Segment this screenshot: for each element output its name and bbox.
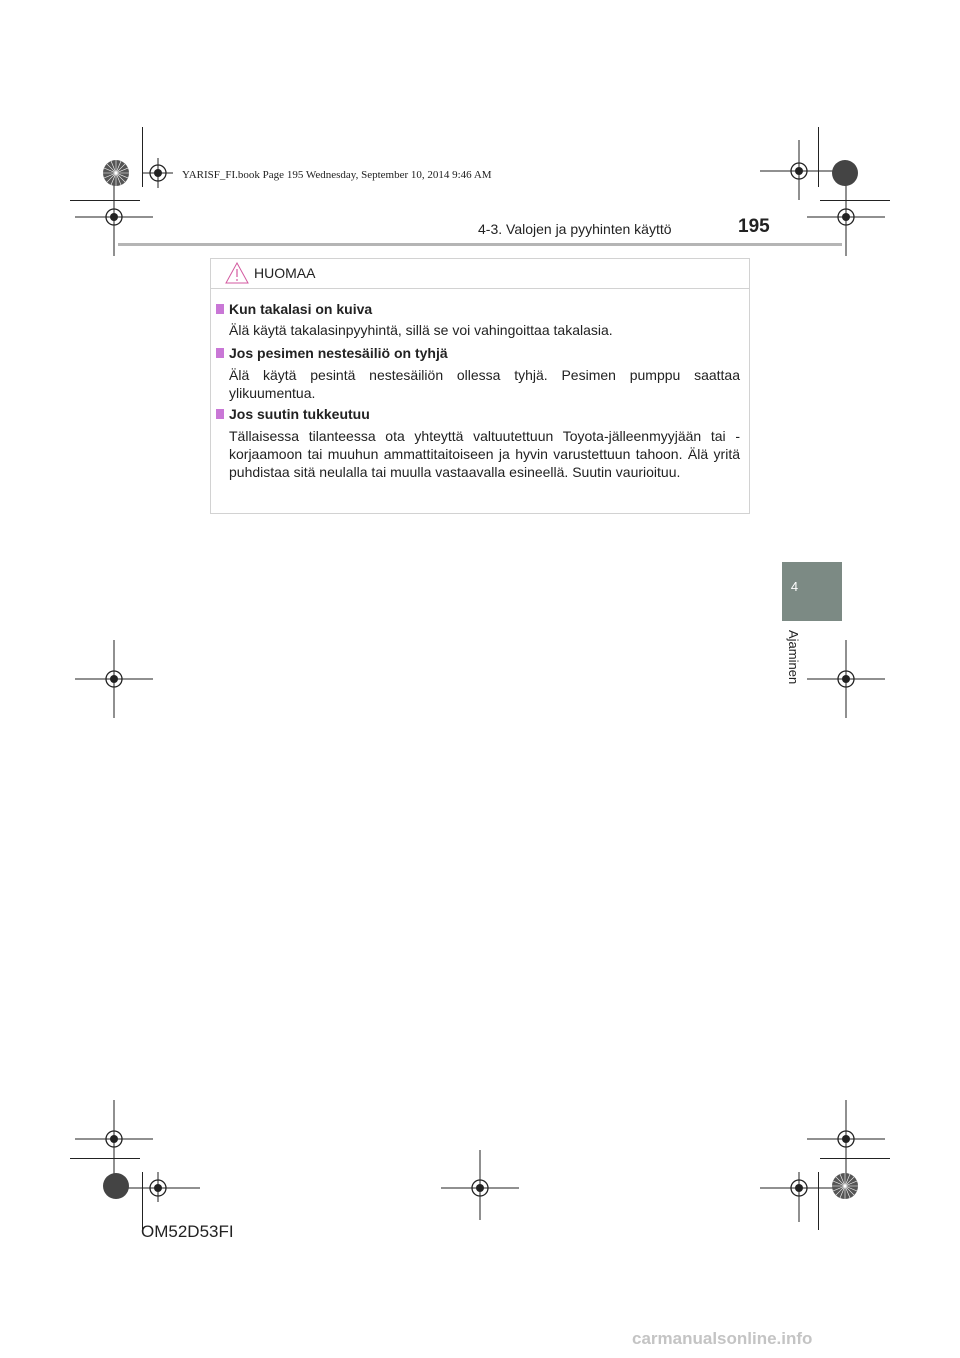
notice-item-body: Älä käytä pesintä nestesäiliön ollessa tyhjä. Pesimen pumppu saattaa ylikuumentua. [229, 367, 740, 401]
page-number: 195 [738, 216, 770, 237]
notice-item-body: Älä käytä takalasinpyyhintä, sillä se voi vahingoittaa takalasia. [229, 322, 613, 338]
registration-target-icon [75, 640, 153, 718]
notice-item-body: Tällaisessa tilanteessa ota yhteyttä valtuutettuun Toyota-jälleenmyyjään tai -korjaamoon tai muuhun ammattitaitoiseen ja hyvin varustettuun tahoon. Älä yritä puhdistaa sitä neulalla tai muulla vastaavalla esineellä. Suutin vaurioituu. [229, 428, 740, 480]
notice-header [211, 259, 749, 289]
dark-circle-mark-icon [102, 1172, 130, 1200]
notice-item-heading: Jos suutin tukkeutuu [216, 406, 370, 422]
watermark: carmanualsonline.info [632, 1329, 813, 1348]
starburst-mark-icon [831, 1172, 859, 1200]
notice-item-heading: Kun takalasi on kuiva [216, 301, 372, 317]
book-info-line: YARISF_FI.book Page 195 Wednesday, September 10, 2014 9:46 AM [182, 169, 492, 181]
header-rule [118, 243, 842, 246]
warning-triangle-icon [225, 262, 249, 284]
dark-circle-mark-icon [831, 159, 859, 187]
registration-target-icon [75, 1100, 153, 1178]
chapter-number: 4 [790, 579, 799, 594]
notice-title: HUOMAA [254, 265, 316, 281]
chapter-tab [782, 562, 842, 621]
chapter-label: Ajaminen [786, 630, 801, 685]
notice-item-heading: Jos pesimen nestesäiliö on tyhjä [216, 345, 448, 361]
registration-target-icon [807, 640, 885, 718]
section-title: 4-3. Valojen ja pyyhinten käyttö [478, 221, 672, 237]
bullet-square-icon [216, 409, 224, 419]
starburst-mark-icon [102, 159, 130, 187]
document-code: OM52D53FI [141, 1222, 234, 1241]
bullet-square-icon [216, 348, 224, 358]
registration-target-icon [120, 1172, 200, 1202]
registration-target-icon [441, 1150, 519, 1220]
bullet-square-icon [216, 304, 224, 314]
notice-box [210, 258, 750, 514]
registration-target-icon [760, 1172, 838, 1222]
registration-target-icon [807, 1100, 885, 1178]
